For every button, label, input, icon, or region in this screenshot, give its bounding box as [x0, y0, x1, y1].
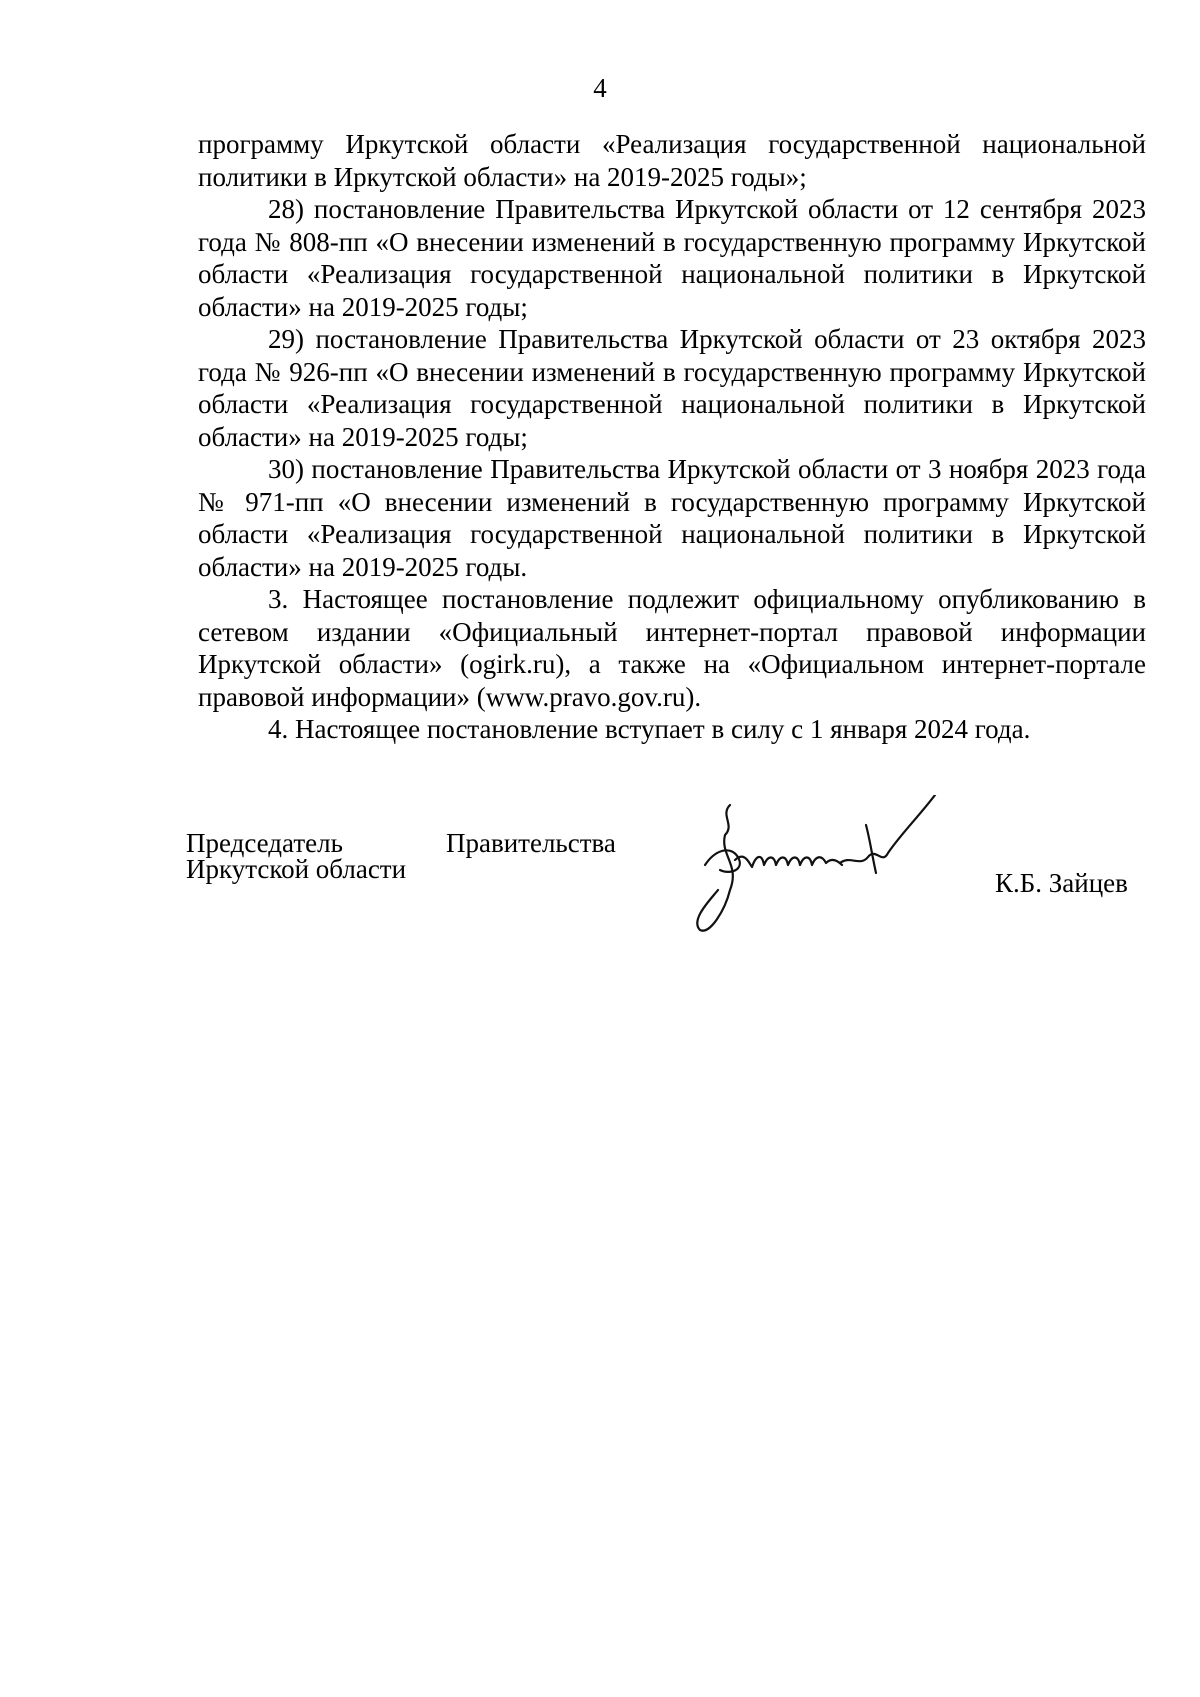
- page-number: 4: [593, 73, 607, 103]
- document-body: [198, 128, 1146, 746]
- paragraph-item-29: 29) постановление Правительства Иркутской области от 23 октября 2023 года № 926-пп «О внесении изменений в государственную программу Иркутской области «Реализация государственной национальной политики в Иркутской области» на 2019-2025 годы;: [198, 324, 1146, 452]
- handwritten-signature: [690, 795, 960, 945]
- signatory-title: [186, 830, 406, 882]
- paragraph-effective-date: 4. Настоящее постановление вступает в силу с 1 января 2024 года.: [268, 714, 1031, 744]
- paragraph-continuation: программу Иркутской области «Реализация государственной национальной политики в Иркутской области» на 2019-2025 годы»;: [198, 129, 1146, 192]
- signatory-title-line2: Иркутской области: [186, 854, 407, 884]
- signatory-name: К.Б. Зайцев: [995, 868, 1128, 898]
- paragraph-item-28: 28) постановление Правительства Иркутской области от 12 сентября 2023 года № 808-пп «О внесении изменений в государственную программу Иркутской области «Реализация государственной национальной политики в Иркутской области» на 2019-2025 годы;: [198, 194, 1146, 322]
- signatory-title-line1: Председатель: [186, 828, 343, 858]
- signatory-title-government: Правительства: [446, 828, 616, 858]
- paragraph-item-30: 30) постановление Правительства Иркутской области от 3 ноября 2023 года № 971-пп «О внесении изменений в государственную программу Иркутской области «Реализация государственной национальной политики в Иркутской области» на 2019-2025 годы.: [198, 454, 1146, 582]
- paragraph-publication: 3. Настоящее постановление подлежит официальному опубликованию в сетевом издании «Официальный интернет-портал правовой информации Иркутской области» (ogirk.ru), а также на «Официальном интернет-портале правовой информации» (www.pravo.gov.ru).: [198, 584, 1146, 712]
